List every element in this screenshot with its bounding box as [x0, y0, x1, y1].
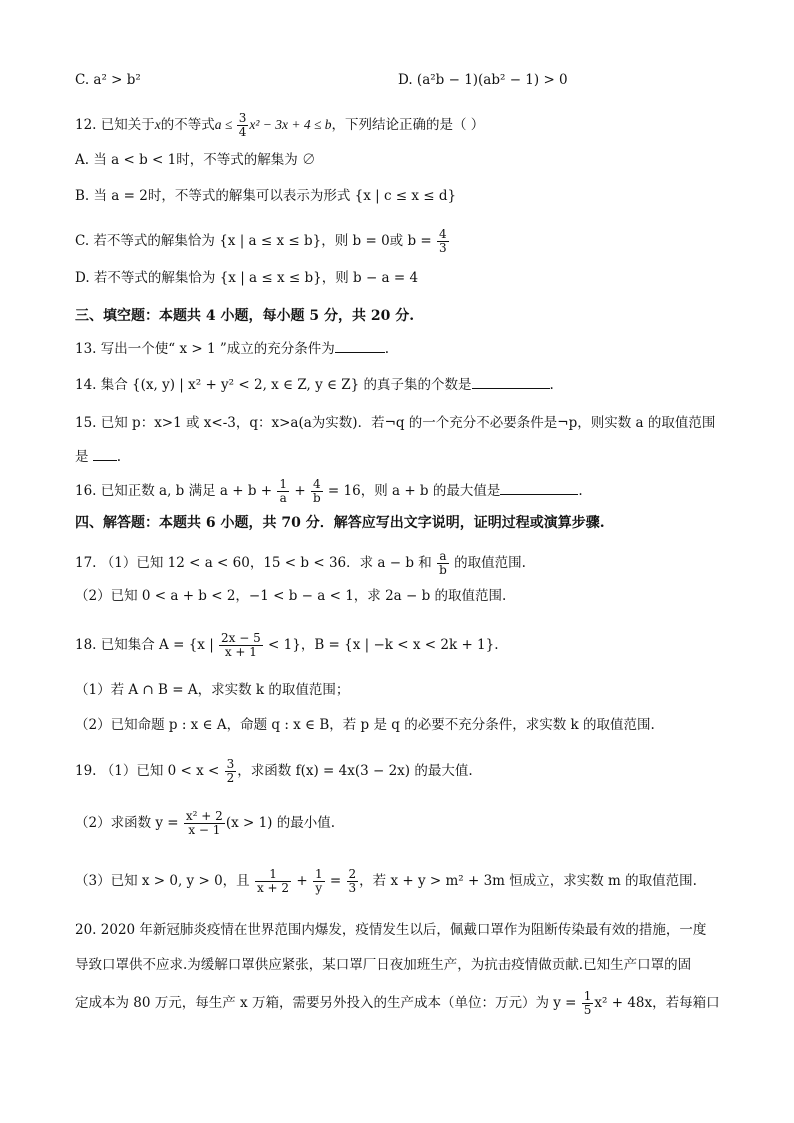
q16-plus: +: [290, 483, 310, 499]
q20-line-3: [75, 990, 720, 1017]
q15-end: .: [116, 449, 122, 465]
q19-p1-pre: 19. （1）已知 0 < x <: [75, 763, 224, 779]
q18-stem: [75, 632, 499, 659]
q16: [75, 478, 583, 505]
q19-part-1: [75, 758, 473, 785]
q18-fraction: [219, 632, 263, 659]
q12-option-c-fraction: [437, 228, 449, 255]
q19-p3-n3: 2: [348, 867, 357, 881]
q16-pre: 16. 已知正数 a, b 满足 a + b +: [75, 483, 277, 499]
q20-l3-post: x² + 48x，若每箱口: [594, 995, 720, 1011]
q19-p3-fraction-3: [347, 868, 359, 895]
q19-p2-pre: （2）求函数 y =: [75, 815, 183, 831]
q20-frac-num: 1: [583, 989, 592, 1003]
q12-ineq-right: x² − 3x + 4 ≤ b: [249, 117, 332, 132]
q19-p1-post: ，求函数 f(x) = 4x(3 − 2x) 的最大值.: [237, 763, 473, 779]
q19-p3-fraction-1: [255, 868, 291, 895]
q18-frac-den: x + 1: [224, 645, 257, 659]
q13-answer-blank: [335, 338, 385, 353]
q16-answer-blank: [500, 480, 578, 495]
q19-p3-d2: y: [315, 881, 323, 895]
q17-p1-pre: 17. （1）已知 12 < a < 60，15 < b < 36．求 a − b 和: [75, 555, 437, 571]
q19-p3-n1: 1: [255, 868, 291, 882]
q17-part-2: （2）已知 0 < a + b < 2，−1 < b − a < 1，求 2a − b 的取值范围.: [75, 588, 507, 604]
q17-frac-den: b: [439, 563, 447, 577]
q14-answer-blank: [472, 374, 550, 389]
q19-p3-n2: 1: [314, 867, 323, 881]
q17-p1-post: 的取值范围.: [449, 555, 526, 571]
q16-post: = 16，则 a + b 的最大值是: [323, 483, 501, 499]
q15: [75, 406, 725, 474]
q16-fraction-1: [277, 478, 289, 505]
q20-fraction: [582, 990, 594, 1017]
q16-f1-num: 1: [279, 477, 288, 491]
q14: [75, 374, 554, 395]
q12-option-c-text: C. 若不等式的解集恰为 {x | a ≤ x ≤ b}，则 b = 0或 b =: [75, 233, 436, 249]
q12-option-d: D. 若不等式的解集恰为 {x | a ≤ x ≤ b}，则 b − a = 4: [75, 270, 419, 286]
q16-fraction-2: [311, 478, 323, 505]
q12-option-c-den: 3: [438, 241, 447, 255]
q12-stem-post: ，下列结论正确的是（ ）: [331, 117, 485, 133]
q19-p2-num: x² + 2: [185, 809, 223, 823]
section-3-heading: 三、填空题：本题共 4 小题，每小题 5 分，共 20 分.: [75, 308, 415, 324]
section-4-heading: 四、解答题：本题共 6 小题，共 70 分．解答应写出文字说明，证明过程或演算步骤.: [75, 515, 605, 531]
q19-p1-fraction: [225, 758, 237, 785]
q19-p2-den: x − 1: [188, 823, 221, 837]
q16-end: .: [578, 483, 583, 499]
q18-part-2: （2）已知命题 p : x ∈ A，命题 q : x ∈ B，若 p 是 q 的必要不充分条件，求实数 k 的取值范围.: [75, 717, 655, 733]
q11-option-c: C. a² > b²: [75, 72, 141, 88]
q12-option-a: A. 当 a < b < 1时，不等式的解集为 ∅: [75, 152, 316, 168]
q12-option-b: B. 当 a = 2时，不等式的解集可以表示为形式 {x | c ≤ x ≤ d}: [75, 188, 457, 204]
q18-frac-num: 2x − 5: [221, 631, 261, 645]
q17-fraction: [437, 550, 449, 577]
q12-var-x: x: [154, 117, 161, 132]
q19-p3-d3: 3: [348, 881, 357, 895]
q16-f2-num: 4: [311, 478, 323, 492]
q19-p1-den: 2: [226, 771, 235, 785]
q14-end: .: [549, 377, 554, 393]
q19-p3-d1: x + 2: [256, 881, 290, 895]
q17-part-1: [75, 550, 526, 577]
q19-part-3: [75, 868, 697, 895]
q20-line-1: 20. 2020 年新冠肺炎疫情在世界范围内爆发，疫情发生以后，佩戴口罩作为阻断传染最有效的措施，一度: [75, 922, 707, 938]
q12-ineq-left: a ≤: [214, 117, 236, 132]
q12-stem-mid: 的不等式: [160, 117, 215, 133]
q12-frac-num: 3: [238, 111, 247, 125]
q20-l3-pre: 定成本为 80 万元，每生产 x 万箱，需要另外投入的生产成本（单位：万元）为 y =: [75, 995, 581, 1011]
q13-end: .: [384, 341, 390, 357]
q19-p3-plus: +: [292, 873, 312, 889]
q19-p3-fraction-2: [313, 868, 325, 895]
q15-answer-blank: [93, 446, 117, 461]
q13-text: 13. 写出一个使“ x > 1 ”成立的充分条件为: [75, 341, 335, 357]
q19-p3-eq: =: [325, 873, 346, 889]
q14-text: 14. 集合 {(x, y) | x² + y² < 2, x ∈ Z, y ∈ Z} 的真子集的个数是: [75, 377, 472, 393]
q20-frac-den: 5: [583, 1003, 592, 1017]
q19-part-2: [75, 810, 335, 837]
q18-part-1: （1）若 A ∩ B = A，求实数 k 的取值范围；: [75, 682, 350, 698]
q12-option-c: [75, 228, 450, 255]
q19-p2-fraction: [184, 810, 225, 837]
q12-fraction: [237, 112, 249, 139]
q16-f1-den: a: [279, 491, 287, 505]
q18-stem-pre: 18. 已知集合 A = {x |: [75, 637, 219, 653]
q20-line-2: 导致口罩供不应求.为缓解口罩供应紧张，某口罩厂日夜加班生产，为抗击疫情做贡献.已知生产口罩的固: [75, 957, 692, 973]
q12-stem: [75, 112, 484, 139]
q16-f2-den: b: [312, 491, 321, 505]
q12-frac-den: 4: [238, 125, 247, 139]
q18-stem-post: < 1}，B = {x | −k < x < 2k + 1}.: [263, 637, 499, 653]
q19-p3-pre: （3）已知 x > 0, y > 0，且: [75, 873, 254, 889]
q19-p1-num: 3: [226, 757, 235, 771]
q13: [75, 338, 389, 359]
q12-stem-pre: 12. 已知关于: [75, 117, 155, 133]
q17-frac-num: a: [437, 550, 449, 564]
q15-text: 15. 已知 p：x>1 或 x<-3，q：x>a(a为实数)．若¬q 的一个充分不必要条件是¬p，则实数 a 的取值范围是: [75, 415, 716, 465]
q12-option-c-num: 4: [438, 227, 447, 241]
q19-p3-post: ，若 x + y > m² + 3m 恒成立，求实数 m 的取值范围.: [359, 873, 697, 889]
q11-option-d: D. (a²b − 1)(ab² − 1) > 0: [398, 72, 568, 88]
q19-p2-post: (x > 1) 的最小值.: [225, 815, 336, 831]
